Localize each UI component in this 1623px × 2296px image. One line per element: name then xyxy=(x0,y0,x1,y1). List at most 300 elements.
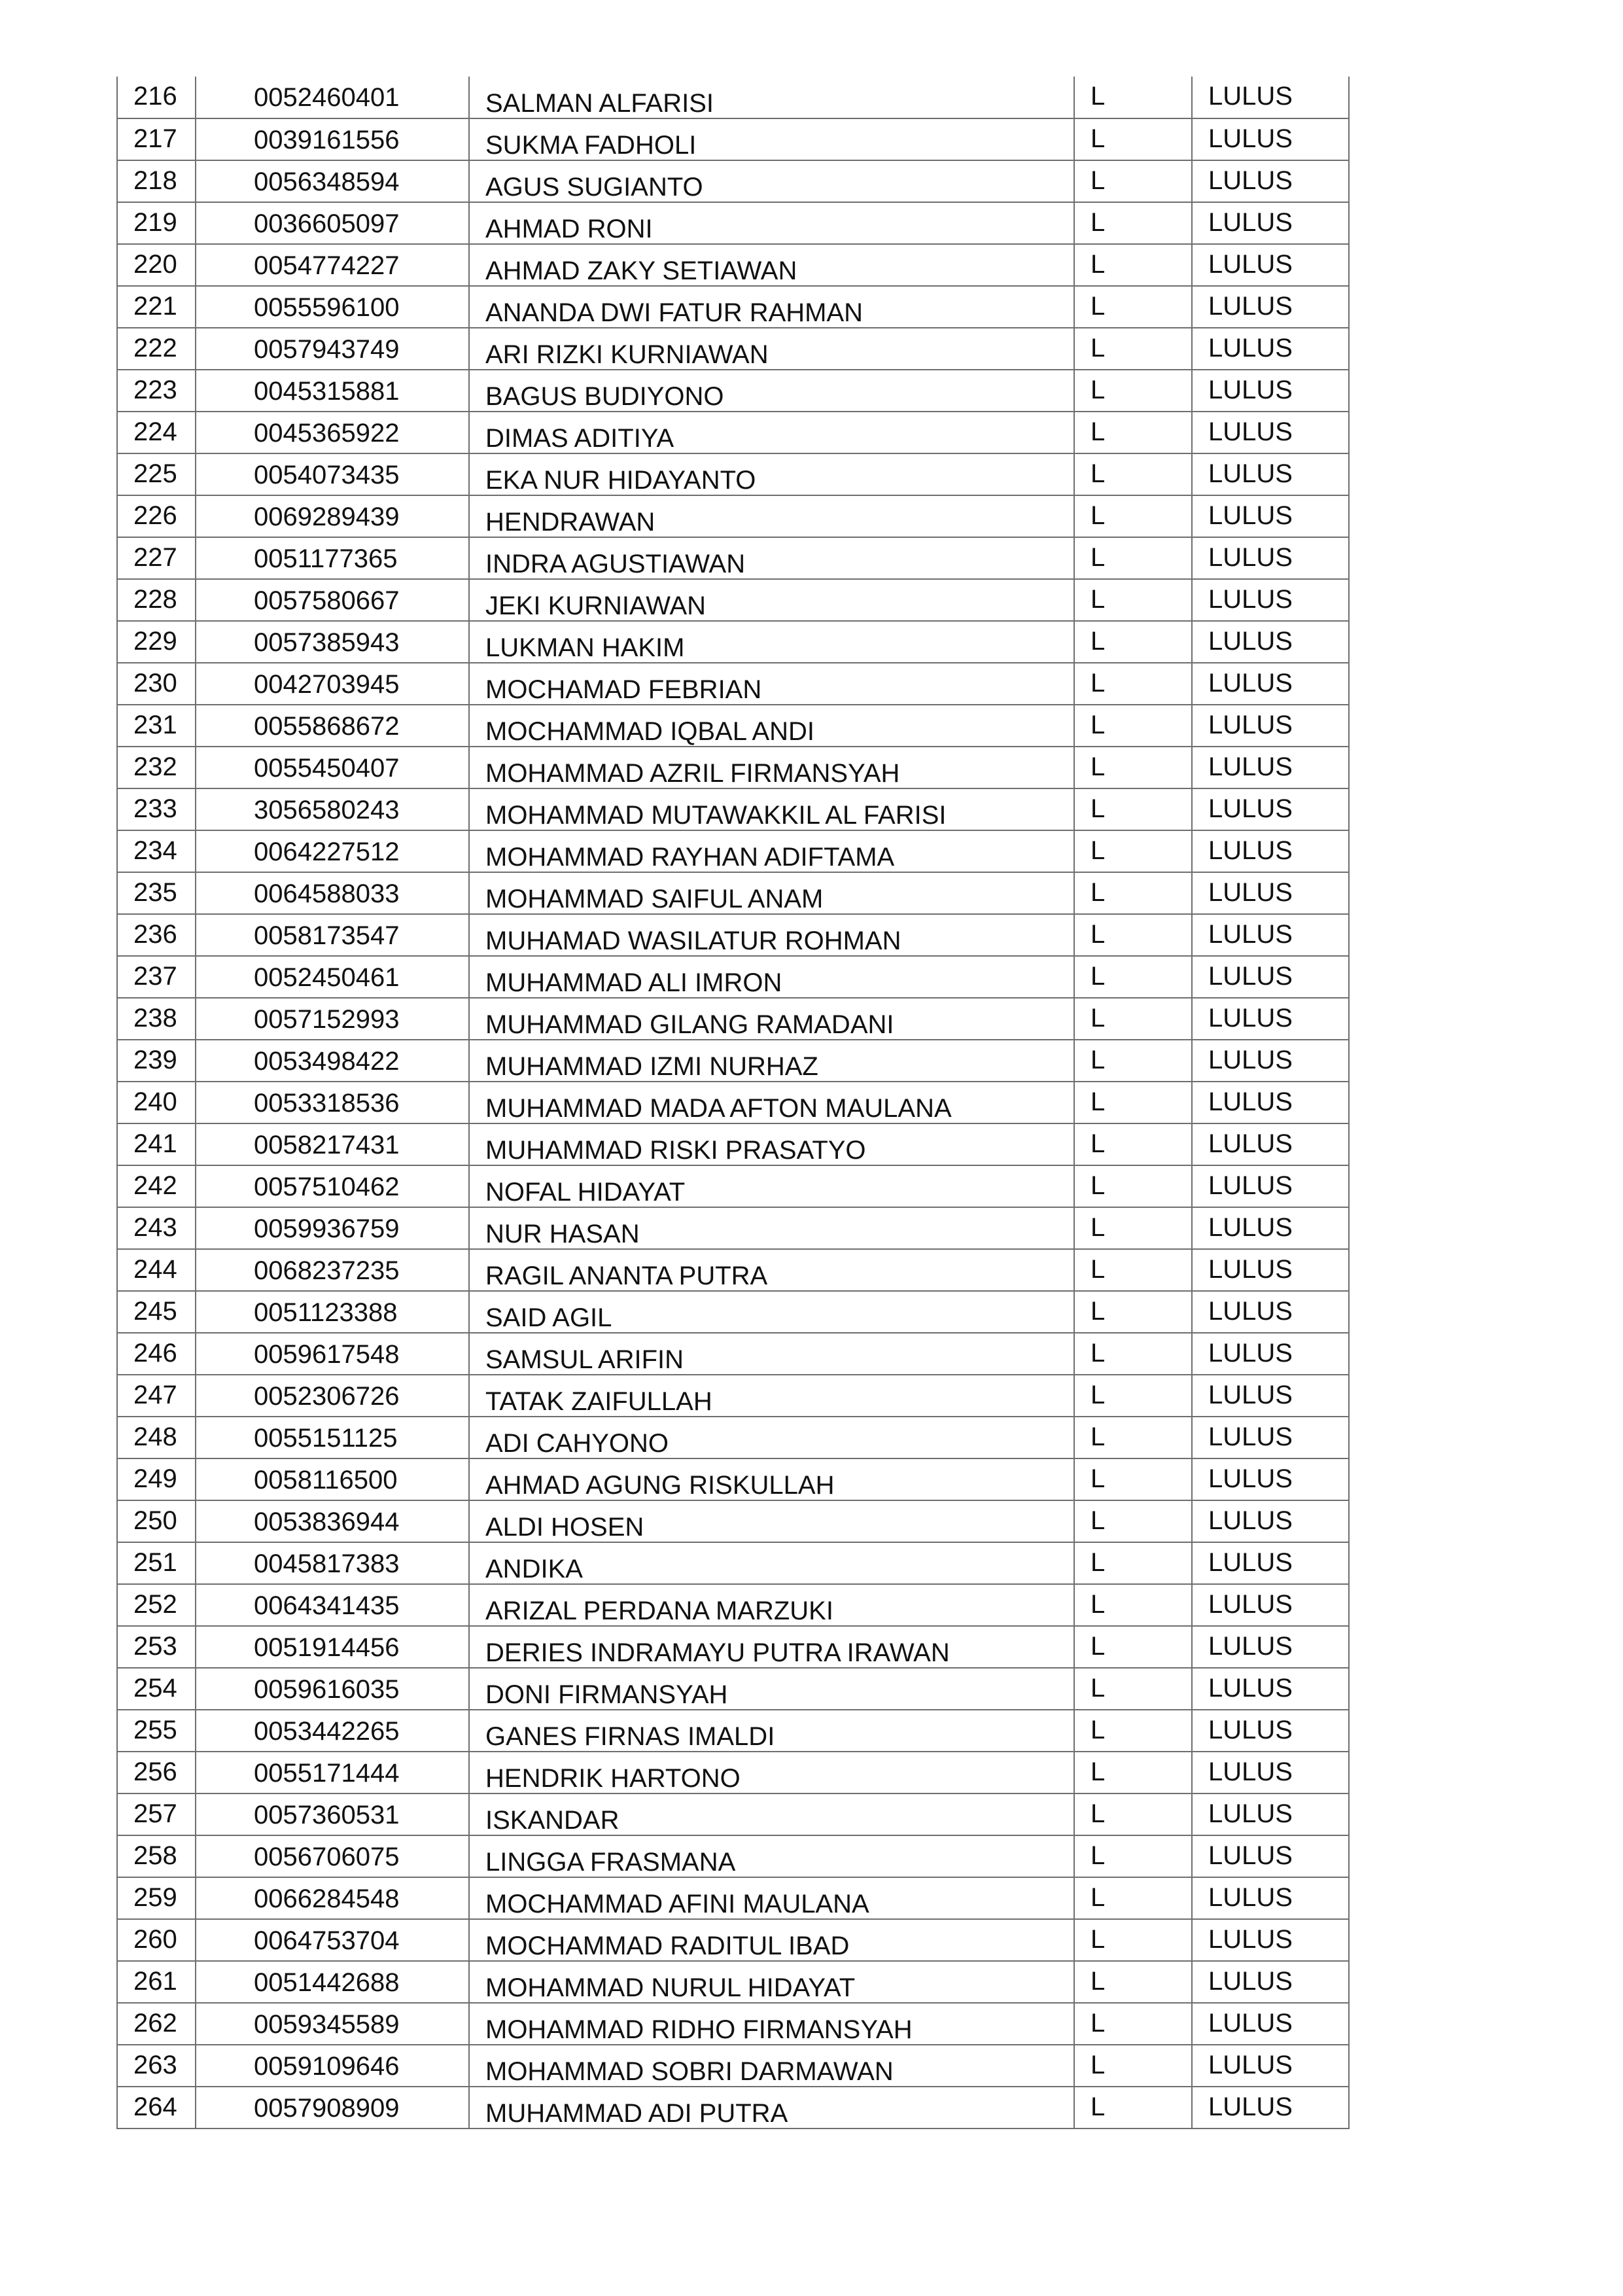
status-cell-text: LULUS xyxy=(1208,2009,1293,2038)
student-id-cell xyxy=(196,1752,469,1793)
row-number-cell xyxy=(117,453,196,495)
row-number-cell-text: 253 xyxy=(133,1632,177,1661)
gender-cell xyxy=(1074,1249,1192,1291)
gender-cell xyxy=(1074,1793,1192,1835)
row-number-cell-text: 218 xyxy=(133,166,177,195)
gender-cell-text: L xyxy=(1091,585,1106,614)
row-number-cell-text: 241 xyxy=(133,1129,177,1158)
status-cell xyxy=(1192,328,1349,370)
student-id-cell xyxy=(196,286,469,328)
status-cell xyxy=(1192,244,1349,286)
status-cell-text: LULUS xyxy=(1208,752,1293,781)
gender-cell xyxy=(1074,328,1192,370)
student-name-cell-text: HENDRIK HARTONO xyxy=(485,1764,741,1793)
student-name-cell xyxy=(469,2045,1074,2087)
row-number-cell xyxy=(117,1249,196,1291)
status-cell xyxy=(1192,1333,1349,1375)
row-number-cell-text: 236 xyxy=(133,920,177,949)
student-name-cell-text: INDRA AGUSTIAWAN xyxy=(485,550,746,578)
status-cell xyxy=(1192,663,1349,705)
gender-cell-text: L xyxy=(1091,1297,1106,1326)
student-name-cell xyxy=(469,412,1074,453)
student-name-cell-text: MOCHAMMAD AFINI MAULANA xyxy=(485,1890,869,1918)
table-row xyxy=(117,1417,1349,1458)
student-name-cell-text: DIMAS ADITIYA xyxy=(485,424,674,453)
student-name-cell-text: SAMSUL ARIFIN xyxy=(485,1345,684,1374)
row-number-cell xyxy=(117,1375,196,1417)
row-number-cell xyxy=(117,2003,196,2045)
status-cell-text: LULUS xyxy=(1208,1004,1293,1033)
status-cell xyxy=(1192,1793,1349,1835)
table-row xyxy=(117,1835,1349,1877)
student-id-cell xyxy=(196,1793,469,1835)
status-cell xyxy=(1192,1082,1349,1123)
gender-cell-text: L xyxy=(1091,417,1106,446)
student-name-cell-text: TATAK ZAIFULLAH xyxy=(485,1387,712,1416)
status-cell xyxy=(1192,1165,1349,1207)
student-name-cell xyxy=(469,1458,1074,1500)
gender-cell-text: L xyxy=(1091,1967,1106,1996)
status-cell-text: LULUS xyxy=(1208,1297,1293,1326)
gender-cell xyxy=(1074,663,1192,705)
student-id-cell-text: 0059936759 xyxy=(254,1214,400,1243)
student-name-cell xyxy=(469,1835,1074,1877)
student-name-cell xyxy=(469,1040,1074,1082)
graduation-results-table xyxy=(116,77,1350,2129)
table-row xyxy=(117,1375,1349,1417)
gender-cell-text: L xyxy=(1091,1046,1106,1074)
student-name-cell-text: MUHAMMAD MADA AFTON MAULANA xyxy=(485,1094,952,1123)
status-cell-text: LULUS xyxy=(1208,1339,1293,1368)
row-number-cell-text: 224 xyxy=(133,417,177,446)
status-cell xyxy=(1192,621,1349,663)
student-name-cell xyxy=(469,579,1074,621)
student-name-cell-text: RAGIL ANANTA PUTRA xyxy=(485,1262,768,1290)
row-number-cell-text: 230 xyxy=(133,669,177,698)
student-id-cell xyxy=(196,1919,469,1961)
table-row xyxy=(117,1458,1349,1500)
student-id-cell-text: 0051177365 xyxy=(254,544,398,573)
status-cell-text: LULUS xyxy=(1208,1674,1293,1703)
gender-cell-text: L xyxy=(1091,376,1106,404)
row-number-cell-text: 252 xyxy=(133,1590,177,1619)
student-id-cell xyxy=(196,830,469,872)
status-cell-text: LULUS xyxy=(1208,208,1293,237)
gender-cell-text: L xyxy=(1091,669,1106,698)
row-number-cell xyxy=(117,998,196,1040)
student-id-cell xyxy=(196,160,469,202)
student-name-cell xyxy=(469,1793,1074,1835)
student-name-cell-text: MOHAMMAD SOBRI DARMAWAN xyxy=(485,2057,894,2086)
student-id-cell-text: 0069289439 xyxy=(254,503,400,531)
student-id-cell-text: 0068237235 xyxy=(254,1256,400,1285)
student-id-cell xyxy=(196,1877,469,1919)
status-cell xyxy=(1192,1417,1349,1458)
gender-cell-text: L xyxy=(1091,836,1106,865)
table-row xyxy=(117,1082,1349,1123)
student-name-cell-text: ARIZAL PERDANA MARZUKI xyxy=(485,1597,833,1625)
student-name-cell-text: MUHAMMAD RISKI PRASATYO xyxy=(485,1136,866,1165)
row-number-cell-text: 228 xyxy=(133,585,177,614)
student-name-cell xyxy=(469,1249,1074,1291)
gender-cell-text: L xyxy=(1091,166,1106,195)
row-number-cell-text: 248 xyxy=(133,1422,177,1451)
gender-cell-text: L xyxy=(1091,82,1106,111)
status-cell-text: LULUS xyxy=(1208,1757,1293,1786)
row-number-cell-text: 219 xyxy=(133,208,177,237)
student-name-cell-text: EKA NUR HIDAYANTO xyxy=(485,466,756,495)
student-id-cell xyxy=(196,1500,469,1542)
student-id-cell-text: 0053318536 xyxy=(254,1089,400,1118)
gender-cell-text: L xyxy=(1091,1674,1106,1703)
table-row xyxy=(117,1333,1349,1375)
table-row xyxy=(117,328,1349,370)
table-row xyxy=(117,2045,1349,2087)
student-name-cell-text: GANES FIRNAS IMALDI xyxy=(485,1722,775,1751)
gender-cell xyxy=(1074,370,1192,412)
student-id-cell-text: 0053836944 xyxy=(254,1508,400,1536)
gender-cell xyxy=(1074,412,1192,453)
row-number-cell-text: 222 xyxy=(133,334,177,362)
student-id-cell-text: 0057510462 xyxy=(254,1173,400,1201)
gender-cell xyxy=(1074,1961,1192,2003)
table-row xyxy=(117,579,1349,621)
student-name-cell-text: ALDI HOSEN xyxy=(485,1513,644,1542)
student-id-cell xyxy=(196,1375,469,1417)
table-row xyxy=(117,2087,1349,2128)
table-row xyxy=(117,1207,1349,1249)
student-name-cell-text: ANANDA DWI FATUR RAHMAN xyxy=(485,298,864,327)
status-cell xyxy=(1192,579,1349,621)
student-name-cell xyxy=(469,788,1074,830)
student-id-cell-text: 0045365922 xyxy=(254,419,400,448)
student-id-cell xyxy=(196,1249,469,1291)
student-id-cell xyxy=(196,1207,469,1249)
status-cell-text: LULUS xyxy=(1208,1381,1293,1409)
student-name-cell xyxy=(469,705,1074,747)
gender-cell xyxy=(1074,202,1192,244)
status-cell xyxy=(1192,1668,1349,1710)
gender-cell xyxy=(1074,160,1192,202)
student-name-cell-text: NOFAL HIDAYAT xyxy=(485,1178,686,1207)
row-number-cell-text: 223 xyxy=(133,376,177,404)
gender-cell-text: L xyxy=(1091,1213,1106,1242)
status-cell xyxy=(1192,2045,1349,2087)
student-id-cell xyxy=(196,1123,469,1165)
gender-cell xyxy=(1074,1123,1192,1165)
student-id-cell-text: 0055596100 xyxy=(254,293,400,322)
gender-cell xyxy=(1074,1040,1192,1082)
status-cell-text: LULUS xyxy=(1208,1841,1293,1870)
student-name-cell xyxy=(469,1919,1074,1961)
gender-cell-text: L xyxy=(1091,334,1106,362)
student-name-cell-text: AHMAD ZAKY SETIAWAN xyxy=(485,256,797,285)
gender-cell xyxy=(1074,1165,1192,1207)
gender-cell-text: L xyxy=(1091,1757,1106,1786)
row-number-cell xyxy=(117,1626,196,1668)
gender-cell xyxy=(1074,244,1192,286)
student-name-cell-text: ADI CAHYONO xyxy=(485,1429,669,1458)
student-name-cell xyxy=(469,1165,1074,1207)
student-name-cell xyxy=(469,1542,1074,1584)
gender-cell-text: L xyxy=(1091,1004,1106,1033)
row-number-cell-text: 247 xyxy=(133,1381,177,1409)
student-id-cell xyxy=(196,537,469,579)
row-number-cell-text: 243 xyxy=(133,1213,177,1242)
row-number-cell-text: 251 xyxy=(133,1548,177,1577)
row-number-cell xyxy=(117,1207,196,1249)
table-row xyxy=(117,872,1349,914)
gender-cell-text: L xyxy=(1091,1548,1106,1577)
status-cell-text: LULUS xyxy=(1208,166,1293,195)
gender-cell xyxy=(1074,705,1192,747)
student-id-cell-text: 0057152993 xyxy=(254,1005,400,1034)
status-cell-text: LULUS xyxy=(1208,543,1293,572)
status-cell-text: LULUS xyxy=(1208,501,1293,530)
student-id-cell-text: 0064341435 xyxy=(254,1591,400,1620)
student-name-cell xyxy=(469,1207,1074,1249)
student-name-cell-text: LUKMAN HAKIM xyxy=(485,633,685,662)
table-row xyxy=(117,1961,1349,2003)
student-name-cell-text: SALMAN ALFARISI xyxy=(485,89,714,118)
student-name-cell-text: SUKMA FADHOLI xyxy=(485,131,697,160)
table-row xyxy=(117,1040,1349,1082)
student-name-cell xyxy=(469,1626,1074,1668)
status-cell xyxy=(1192,537,1349,579)
status-cell-text: LULUS xyxy=(1208,1422,1293,1451)
row-number-cell-text: 256 xyxy=(133,1757,177,1786)
gender-cell-text: L xyxy=(1091,501,1106,530)
student-name-cell xyxy=(469,286,1074,328)
gender-cell-text: L xyxy=(1091,1422,1106,1451)
table-row xyxy=(117,537,1349,579)
gender-cell xyxy=(1074,495,1192,537)
status-cell xyxy=(1192,747,1349,788)
gender-cell xyxy=(1074,2003,1192,2045)
student-id-cell-text: 0057360531 xyxy=(254,1801,400,1829)
student-name-cell xyxy=(469,872,1074,914)
status-cell-text: LULUS xyxy=(1208,1925,1293,1954)
gender-cell xyxy=(1074,2087,1192,2128)
student-id-cell xyxy=(196,1165,469,1207)
gender-cell xyxy=(1074,77,1192,118)
gender-cell-text: L xyxy=(1091,1129,1106,1158)
status-cell xyxy=(1192,1752,1349,1793)
student-name-cell xyxy=(469,914,1074,956)
student-id-cell xyxy=(196,579,469,621)
gender-cell-text: L xyxy=(1091,1171,1106,1200)
table-row xyxy=(117,1626,1349,1668)
row-number-cell-text: 257 xyxy=(133,1799,177,1828)
gender-cell xyxy=(1074,872,1192,914)
status-cell-text: LULUS xyxy=(1208,1506,1293,1535)
row-number-cell-text: 234 xyxy=(133,836,177,865)
status-cell-text: LULUS xyxy=(1208,1716,1293,1744)
student-name-cell-text: JEKI KURNIAWAN xyxy=(485,592,707,620)
table-row xyxy=(117,1584,1349,1626)
gender-cell xyxy=(1074,1919,1192,1961)
status-cell xyxy=(1192,1040,1349,1082)
student-name-cell-text: AHMAD RONI xyxy=(485,215,653,243)
student-name-cell-text: AGUS SUGIANTO xyxy=(485,173,703,202)
student-id-cell-text: 0064588033 xyxy=(254,879,400,908)
student-id-cell-text: 0051914456 xyxy=(254,1633,400,1662)
student-id-cell xyxy=(196,118,469,160)
gender-cell-text: L xyxy=(1091,794,1106,823)
student-id-cell xyxy=(196,2045,469,2087)
status-cell xyxy=(1192,1877,1349,1919)
table-row xyxy=(117,1123,1349,1165)
row-number-cell xyxy=(117,663,196,705)
gender-cell xyxy=(1074,2045,1192,2087)
table-row xyxy=(117,830,1349,872)
table-row xyxy=(117,705,1349,747)
student-name-cell-text: MOCHAMMAD RADITUL IBAD xyxy=(485,1932,850,1960)
student-name-cell-text: MOCHAMAD FEBRIAN xyxy=(485,675,762,704)
status-cell xyxy=(1192,914,1349,956)
status-cell-text: LULUS xyxy=(1208,2093,1293,2121)
student-name-cell-text: MUHAMMAD ADI PUTRA xyxy=(485,2099,788,2128)
status-cell xyxy=(1192,2087,1349,2128)
row-number-cell xyxy=(117,956,196,998)
row-number-cell-text: 262 xyxy=(133,2009,177,2038)
status-cell xyxy=(1192,872,1349,914)
student-id-cell xyxy=(196,77,469,118)
status-cell xyxy=(1192,1291,1349,1333)
gender-cell xyxy=(1074,1668,1192,1710)
student-id-cell-text: 0064227512 xyxy=(254,838,400,866)
table-row xyxy=(117,747,1349,788)
status-cell xyxy=(1192,495,1349,537)
status-cell-text: LULUS xyxy=(1208,1548,1293,1577)
student-id-cell xyxy=(196,202,469,244)
student-name-cell xyxy=(469,1291,1074,1333)
student-name-cell xyxy=(469,2087,1074,2128)
row-number-cell-text: 225 xyxy=(133,459,177,488)
row-number-cell xyxy=(117,1877,196,1919)
status-cell-text: LULUS xyxy=(1208,1129,1293,1158)
status-cell-text: LULUS xyxy=(1208,585,1293,614)
table-row xyxy=(117,202,1349,244)
status-cell-text: LULUS xyxy=(1208,878,1293,907)
gender-cell-text: L xyxy=(1091,1464,1106,1493)
row-number-cell xyxy=(117,537,196,579)
student-id-cell-text: 0036605097 xyxy=(254,209,400,238)
row-number-cell-text: 250 xyxy=(133,1506,177,1535)
row-number-cell xyxy=(117,830,196,872)
student-id-cell xyxy=(196,1458,469,1500)
row-number-cell xyxy=(117,412,196,453)
row-number-cell-text: 239 xyxy=(133,1046,177,1074)
row-number-cell xyxy=(117,1710,196,1752)
table-row xyxy=(117,118,1349,160)
student-id-cell xyxy=(196,2003,469,2045)
gender-cell-text: L xyxy=(1091,1506,1106,1535)
student-name-cell-text: MOHAMMAD NURUL HIDAYAT xyxy=(485,1973,856,2002)
gender-cell xyxy=(1074,1500,1192,1542)
student-id-cell-text: 0039161556 xyxy=(254,126,400,154)
row-number-cell-text: 238 xyxy=(133,1004,177,1033)
student-id-cell xyxy=(196,370,469,412)
row-number-cell-text: 261 xyxy=(133,1967,177,1996)
status-cell xyxy=(1192,830,1349,872)
status-cell-text: LULUS xyxy=(1208,627,1293,656)
student-name-cell-text: ARI RIZKI KURNIAWAN xyxy=(485,340,769,369)
row-number-cell-text: 235 xyxy=(133,878,177,907)
row-number-cell-text: 242 xyxy=(133,1171,177,1200)
student-id-cell xyxy=(196,244,469,286)
student-name-cell xyxy=(469,1710,1074,1752)
status-cell-text: LULUS xyxy=(1208,920,1293,949)
table-row xyxy=(117,286,1349,328)
row-number-cell-text: 244 xyxy=(133,1255,177,1284)
student-name-cell xyxy=(469,998,1074,1040)
table-row xyxy=(117,1919,1349,1961)
student-id-cell xyxy=(196,412,469,453)
status-cell-text: LULUS xyxy=(1208,459,1293,488)
status-cell xyxy=(1192,1584,1349,1626)
row-number-cell xyxy=(117,1165,196,1207)
table-row xyxy=(117,1542,1349,1584)
status-cell-text: LULUS xyxy=(1208,1464,1293,1493)
student-name-cell xyxy=(469,495,1074,537)
student-id-cell-text: 0045315881 xyxy=(254,377,400,406)
student-name-cell-text: MOCHAMMAD IQBAL ANDI xyxy=(485,717,815,746)
table-row xyxy=(117,370,1349,412)
status-cell xyxy=(1192,1249,1349,1291)
student-id-cell-text: 0059109646 xyxy=(254,2052,400,2081)
student-id-cell xyxy=(196,453,469,495)
row-number-cell xyxy=(117,1668,196,1710)
student-id-cell xyxy=(196,747,469,788)
gender-cell xyxy=(1074,118,1192,160)
student-id-cell xyxy=(196,621,469,663)
status-cell xyxy=(1192,1961,1349,2003)
row-number-cell xyxy=(117,328,196,370)
row-number-cell-text: 229 xyxy=(133,627,177,656)
student-name-cell xyxy=(469,1668,1074,1710)
student-id-cell xyxy=(196,914,469,956)
row-number-cell-text: 216 xyxy=(133,82,177,111)
status-cell-text: LULUS xyxy=(1208,1590,1293,1619)
student-id-cell xyxy=(196,1082,469,1123)
student-id-cell-text: 0045817383 xyxy=(254,1549,400,1578)
row-number-cell-text: 237 xyxy=(133,962,177,991)
status-cell xyxy=(1192,202,1349,244)
gender-cell-text: L xyxy=(1091,124,1106,153)
student-name-cell-text: MUHAMAD WASILATUR ROHMAN xyxy=(485,927,901,955)
student-name-cell-text: MOHAMMAD RAYHAN ADIFTAMA xyxy=(485,843,895,872)
student-name-cell xyxy=(469,1123,1074,1165)
student-name-cell-text: DERIES INDRAMAYU PUTRA IRAWAN xyxy=(485,1638,950,1667)
student-id-cell-text: 0064753704 xyxy=(254,1926,400,1955)
student-id-cell-text: 0057385943 xyxy=(254,628,400,657)
gender-cell xyxy=(1074,914,1192,956)
status-cell xyxy=(1192,705,1349,747)
student-id-cell-text: 0056706075 xyxy=(254,1843,400,1871)
student-id-cell xyxy=(196,2087,469,2128)
student-name-cell xyxy=(469,328,1074,370)
status-cell xyxy=(1192,160,1349,202)
gender-cell xyxy=(1074,1291,1192,1333)
status-cell-text: LULUS xyxy=(1208,82,1293,111)
student-id-cell xyxy=(196,1961,469,2003)
row-number-cell-text: 245 xyxy=(133,1297,177,1326)
status-cell xyxy=(1192,1123,1349,1165)
status-cell-text: LULUS xyxy=(1208,334,1293,362)
row-number-cell-text: 259 xyxy=(133,1883,177,1912)
status-cell-text: LULUS xyxy=(1208,1213,1293,1242)
